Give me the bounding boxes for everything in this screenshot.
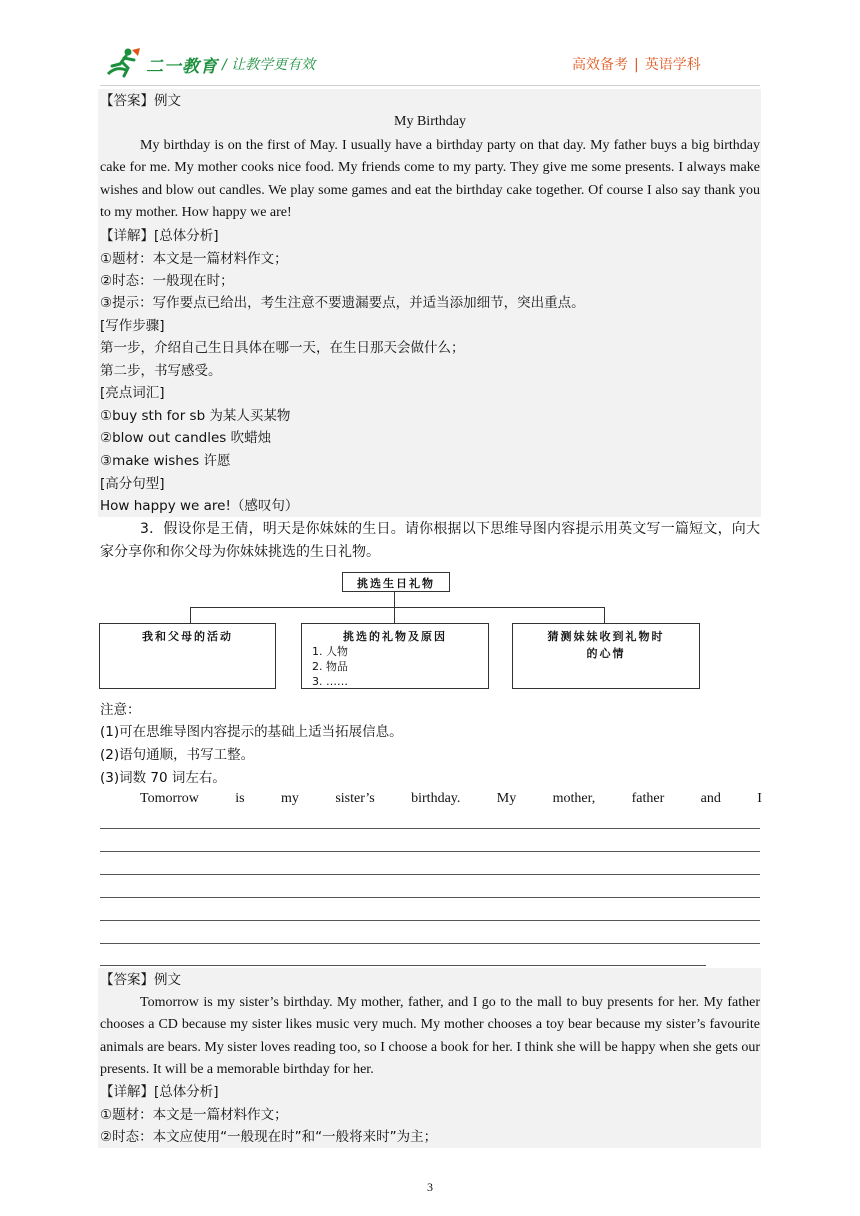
answer-blank-line[interactable] <box>100 897 760 898</box>
notes-label: 注意： <box>100 702 141 718</box>
detail-line: ②blow out candles 吹蜡烛 <box>100 430 272 446</box>
header-subject <box>572 54 701 74</box>
detail-line: ③提示：写作要点已给出，考生注意不要遗漏要点，并适当添加细节，突出重点。 <box>100 295 585 311</box>
connector <box>394 607 395 623</box>
answer-label-2: 【答案】例文 <box>100 972 181 988</box>
answer-blank-line[interactable] <box>100 851 760 852</box>
starter-word: My <box>496 791 517 806</box>
answer-blank-line[interactable] <box>100 965 706 966</box>
mind-map <box>98 570 703 692</box>
detail-line: ①题材：本文是一篇材料作文； <box>100 1107 288 1123</box>
detail-line: 第一步，介绍自己生日具体在哪一天，在生日那天会做什么； <box>100 340 465 356</box>
starter-word: my <box>281 791 299 806</box>
detail-line: [高分句型] <box>100 476 165 492</box>
detail-line: ②时态：一般现在时； <box>100 273 234 289</box>
runner-logo-icon <box>104 46 144 78</box>
note-item: (2)语句通顺，书写工整。 <box>100 747 255 763</box>
header-tag-prep: 高效备考 <box>572 57 628 73</box>
answer-blank-line[interactable] <box>100 943 760 944</box>
starter-word: mother, <box>552 791 596 806</box>
question-3-prompt: 3．假设你是王倩，明天是你妹妹的生日。请你根据以下思维导图内容提示用英文写一篇短文，向大家分享你和你父母为你妹妹挑选的生日礼物。 <box>100 521 760 560</box>
essay-body-2: Tomorrow is my sister’s birthday. My mother, father, and I go to the mall to buy presents for her. My father chooses a CD because my sister likes music very much. My mother chooses a toy bear because my sister’s favourite animals are bears. My sister loves reading too, so I choose a book for her. I think she will be happy when she gets our presents. It will be a memorable birthday for her. <box>100 995 760 1077</box>
starter-word: birthday. <box>411 791 461 806</box>
detail-label-2: 【详解】[总体分析] <box>100 1084 219 1100</box>
detail-line: ③make wishes 许愿 <box>100 453 231 469</box>
detail-line: ①buy sth for sb 为某人买某物 <box>100 408 291 424</box>
starter-word: is <box>235 791 245 806</box>
header-separator: | <box>634 57 639 73</box>
page-number: 3 <box>427 1180 433 1194</box>
header-divider <box>100 85 760 86</box>
writing-starter <box>140 791 762 807</box>
detail-label-1: 【详解】[总体分析] <box>100 228 219 244</box>
starter-word: sister’s <box>335 791 375 806</box>
detail-line: ②时态：本文应使用“一般现在时”和“一般将来时”为主； <box>100 1129 438 1145</box>
connector <box>394 591 395 607</box>
starter-word: I <box>757 791 762 806</box>
note-item: (1)可在思维导图内容提示的基础上适当拓展信息。 <box>100 724 403 740</box>
mind-map-item: 1. 人物 <box>312 645 348 658</box>
detail-line: 第二步，书写感受。 <box>100 363 222 379</box>
page-header <box>0 0 860 90</box>
connector <box>190 607 191 623</box>
detail-line: [写作步骤] <box>100 318 165 334</box>
detail-line: ①题材：本文是一篇材料作文； <box>100 251 288 267</box>
note-item: (3)词数 70 词左右。 <box>100 770 226 786</box>
connector <box>190 607 604 608</box>
starter-word: father <box>631 791 665 806</box>
starter-word: Tomorrow <box>140 791 199 806</box>
mind-map-node-feelings: 猜测妹妹收到礼物时 的心情 <box>512 623 700 689</box>
essay-title: My Birthday <box>394 114 466 129</box>
answer-blank-line[interactable] <box>100 828 760 829</box>
answer-blank-line[interactable] <box>100 874 760 875</box>
brand-slogan: / 让教学更有效 <box>222 57 316 73</box>
mind-map-item: 3. …… <box>312 675 348 688</box>
detail-line: [亮点词汇] <box>100 385 165 401</box>
mind-map-root: 挑选生日礼物 <box>342 572 450 592</box>
mind-map-node-activities: 我和父母的活动 <box>99 623 276 689</box>
starter-word: and <box>700 791 721 806</box>
mind-map-item: 2. 物品 <box>312 660 348 673</box>
answer-blank-line[interactable] <box>100 920 760 921</box>
brand-name: 二一教育 <box>146 57 218 77</box>
header-tag-subject: 英语学科 <box>644 57 701 73</box>
essay-body-1: My birthday is on the first of May. I usually have a birthday party on that day. My father buys a big birthday cake for me. My mother cooks nice food. My friends come to my party. They give me some presents. I always make wishes and blow out candles. We play some games and eat the birthday cake together. Of course I also say thank you to my mother. How happy we are! <box>100 138 760 220</box>
answer-label-1: 【答案】例文 <box>100 93 181 109</box>
connector <box>604 607 605 623</box>
mind-map-node-gifts: 挑选的礼物及原因 1. 人物 2. 物品 3. …… <box>301 623 489 689</box>
detail-line: How happy we are!（感叹句） <box>100 498 299 514</box>
